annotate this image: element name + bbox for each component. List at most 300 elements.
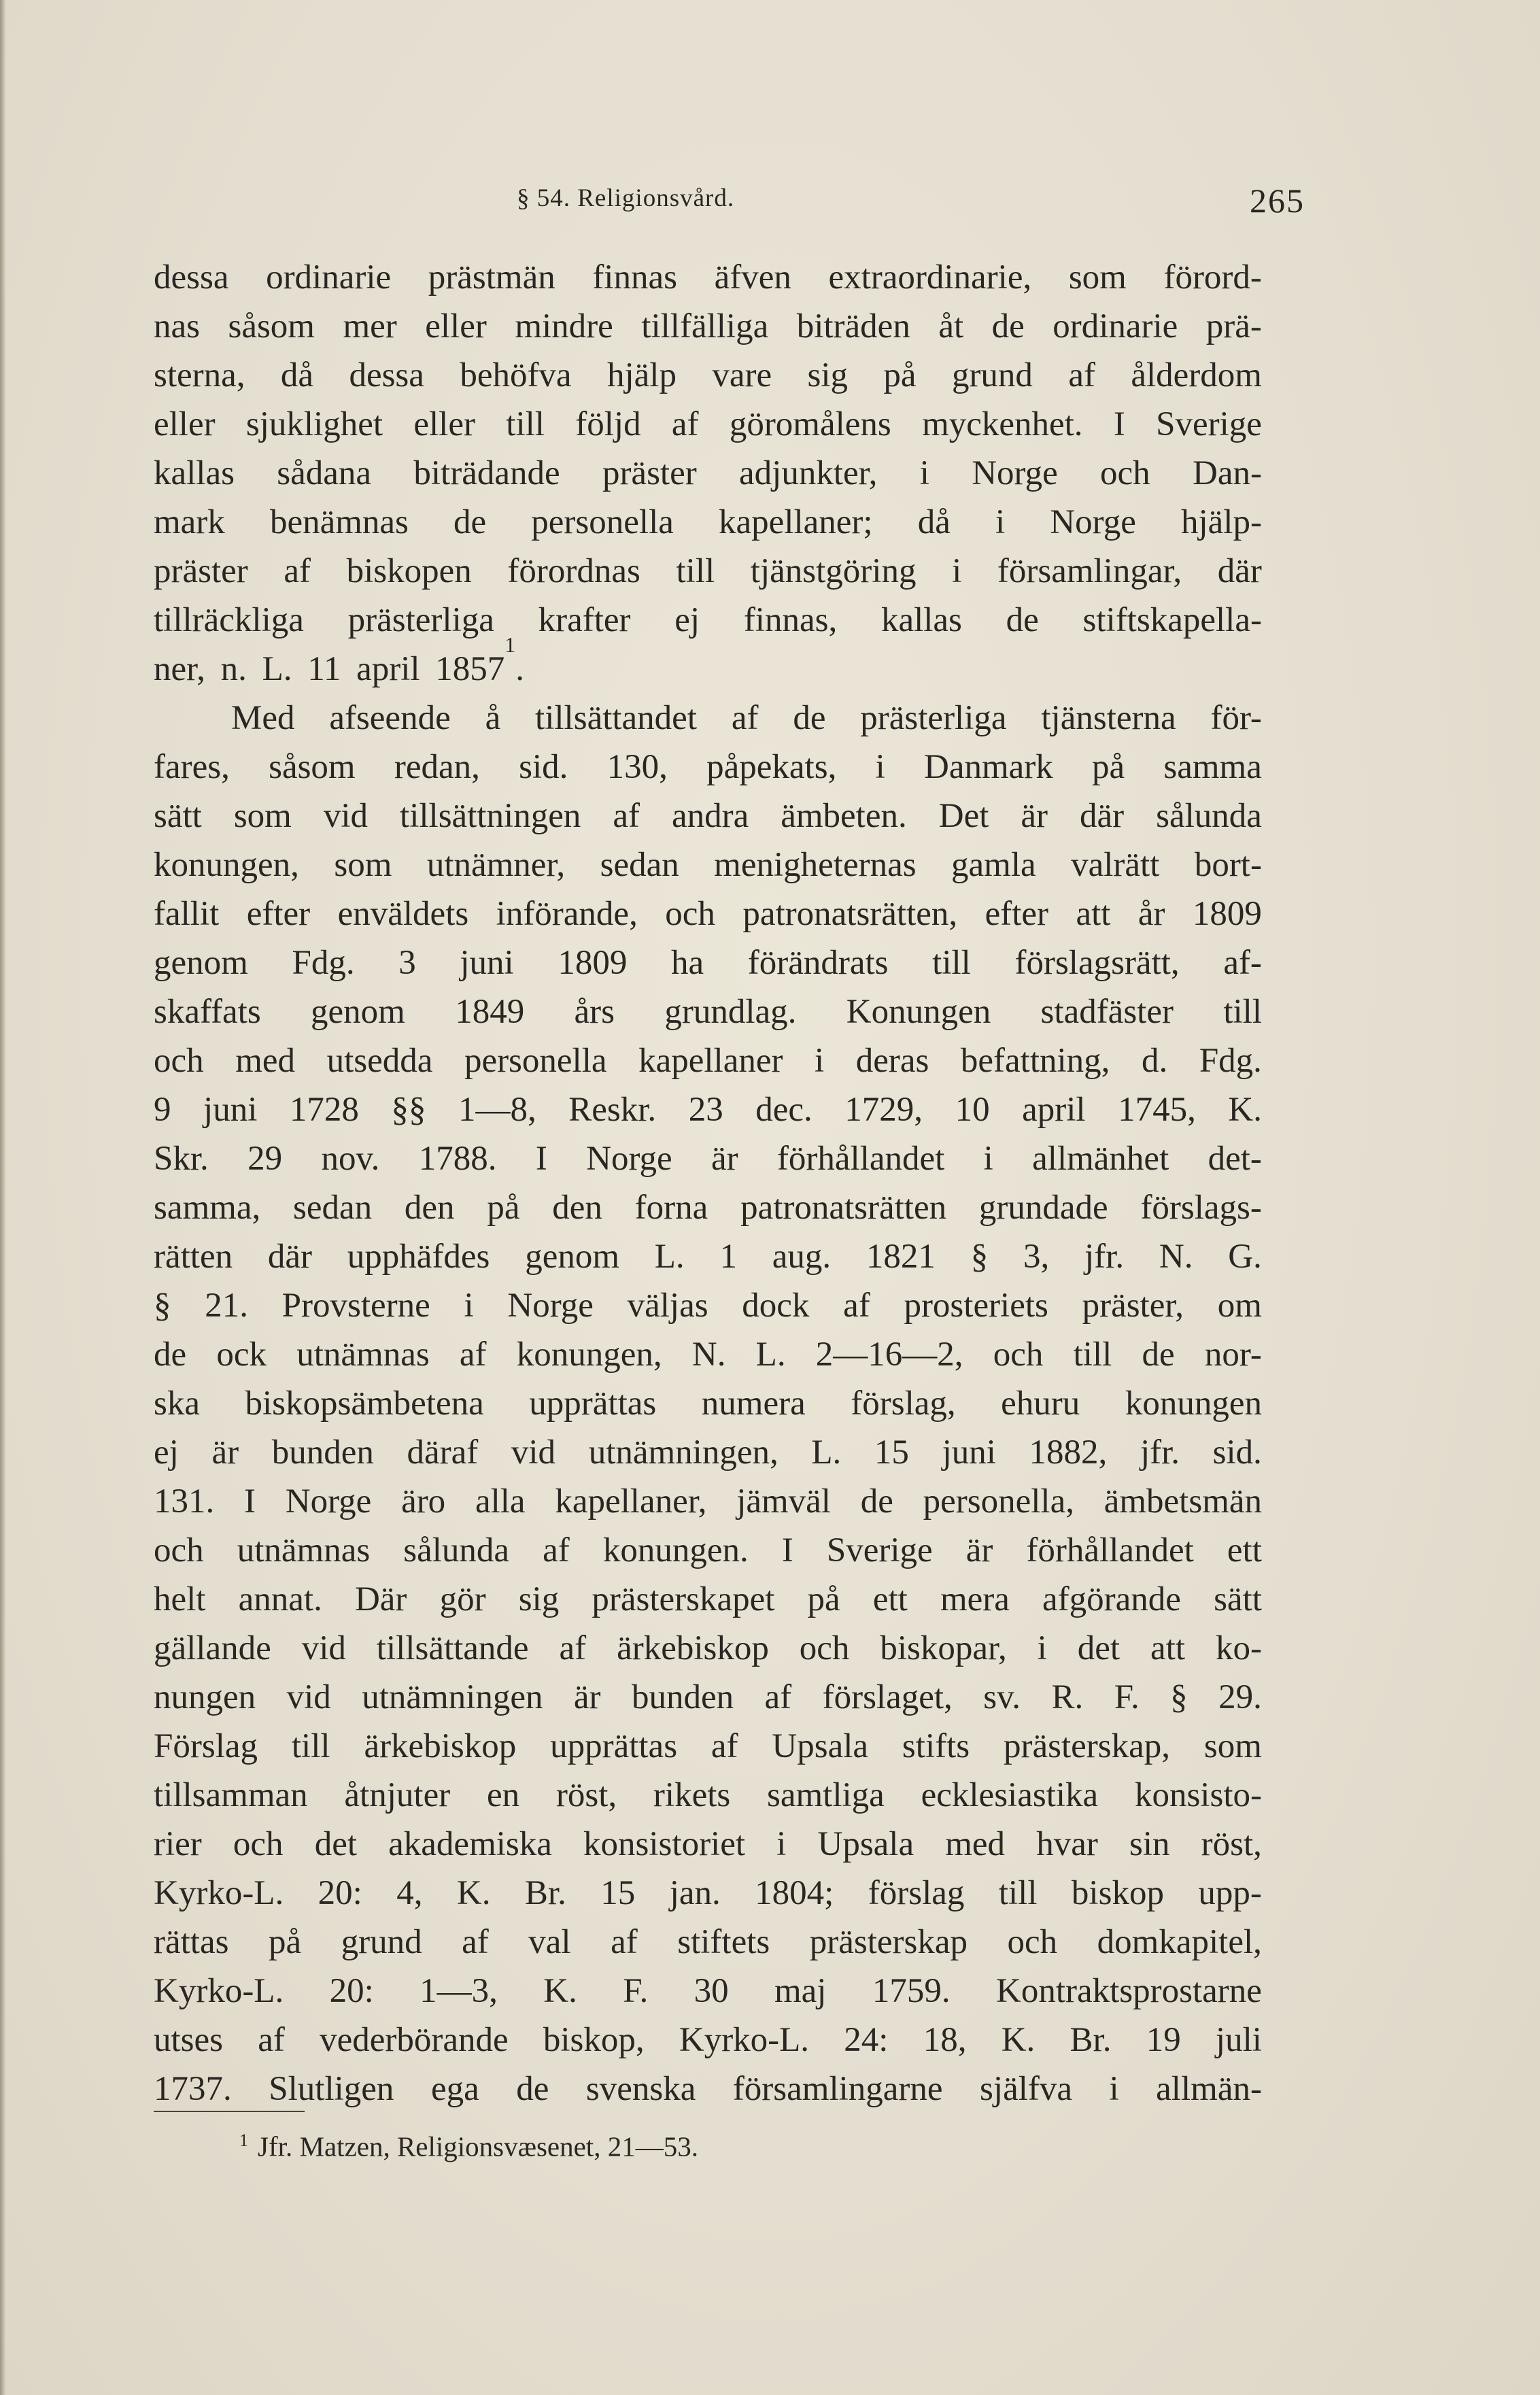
word: alla xyxy=(475,1482,526,1521)
word: skaffats xyxy=(154,993,261,1031)
word: konungen, xyxy=(154,846,299,884)
word: forna xyxy=(634,1189,708,1227)
word: af xyxy=(711,1727,738,1765)
word: tillsamman xyxy=(154,1776,308,1814)
word: Slutligen xyxy=(269,2070,394,2108)
word: sålunda xyxy=(403,1531,510,1569)
text-line xyxy=(154,1134,1262,1183)
word: förhållandet xyxy=(1026,1531,1194,1569)
word: 15 xyxy=(600,1874,636,1912)
word: eller xyxy=(413,405,475,443)
word: de xyxy=(1006,601,1039,639)
word: åtnjuter xyxy=(344,1776,451,1814)
word: å xyxy=(485,699,501,737)
word: rättas xyxy=(154,1923,229,1961)
word: hjälp xyxy=(606,356,677,394)
footnote-marker: 1 xyxy=(239,2130,248,2150)
word: val xyxy=(528,1923,571,1961)
word: Det xyxy=(938,797,989,835)
word: 2—16—2, xyxy=(815,1336,963,1374)
word: sig xyxy=(807,356,849,394)
word: prästerliga xyxy=(860,699,1007,737)
word: de xyxy=(991,307,1025,345)
word: samtliga xyxy=(767,1776,885,1814)
word: gamla xyxy=(951,846,1036,884)
word: jfr. xyxy=(1140,1433,1180,1472)
word: mera xyxy=(940,1580,1010,1618)
section-heading: § 54. Religionsvård. xyxy=(517,184,735,212)
text-line xyxy=(154,1624,1262,1673)
word: Kyrko-L. xyxy=(154,1972,284,2010)
word: I xyxy=(535,1140,547,1178)
word: mer xyxy=(343,307,397,345)
word: Med xyxy=(231,699,295,737)
word: 29 xyxy=(247,1140,283,1178)
word: Fdg. xyxy=(1199,1042,1262,1080)
word: Upsala xyxy=(772,1727,869,1765)
word: juni xyxy=(460,944,514,982)
word: grund xyxy=(341,1923,422,1961)
word: sedan xyxy=(293,1189,373,1227)
word: juni xyxy=(203,1091,258,1129)
text-line xyxy=(154,1918,1262,1967)
word: efter xyxy=(985,895,1048,933)
word: biskopen xyxy=(346,552,472,590)
text-line xyxy=(154,1085,1262,1134)
word: ko- xyxy=(1215,1629,1262,1667)
word: en xyxy=(486,1776,520,1814)
word: jfr. xyxy=(1084,1238,1125,1276)
word: 10 xyxy=(955,1091,990,1129)
word: upprättas xyxy=(550,1727,678,1765)
word: biträden xyxy=(796,307,910,345)
word: där xyxy=(267,1238,313,1276)
word: Norge xyxy=(972,454,1058,492)
word: ett xyxy=(1227,1531,1262,1569)
word: Upsala xyxy=(817,1825,914,1863)
word: eller xyxy=(154,405,216,443)
word: utnämner, xyxy=(426,846,566,884)
word: och xyxy=(799,1629,850,1667)
word: rikets xyxy=(653,1776,731,1814)
word: svenska xyxy=(585,2070,696,2108)
word: 1—3, xyxy=(420,1972,498,2010)
word: I xyxy=(781,1531,793,1569)
word: rätten xyxy=(154,1238,233,1276)
word: 1 xyxy=(719,1238,737,1276)
word: sålunda xyxy=(1156,797,1262,835)
word: i xyxy=(875,748,885,786)
word: utnämnas xyxy=(237,1531,371,1569)
word: förändrats xyxy=(747,944,889,982)
word: utses xyxy=(154,2021,223,2059)
word: 29. xyxy=(1218,1678,1262,1716)
text-line xyxy=(154,1526,1262,1575)
word: 1788. xyxy=(418,1140,497,1178)
word: af xyxy=(611,1923,638,1961)
text-line xyxy=(154,792,1262,840)
word: fares, xyxy=(154,748,230,786)
text-line xyxy=(154,1575,1262,1624)
text-line xyxy=(154,1673,1262,1722)
word: L. xyxy=(654,1238,685,1276)
word: I xyxy=(244,1482,256,1521)
word: tillfälliga xyxy=(641,307,769,345)
word: Dan- xyxy=(1193,454,1262,492)
word: 1729, xyxy=(844,1091,923,1129)
word: och xyxy=(1007,1923,1058,1961)
word: sid. xyxy=(519,748,568,786)
word: 1809 xyxy=(558,944,628,982)
word: och xyxy=(665,895,715,933)
word: 3 xyxy=(398,944,416,982)
word: Kontraktsprostarne xyxy=(995,1972,1262,2010)
word: förslaget, xyxy=(822,1678,953,1716)
word: K. xyxy=(1001,2021,1036,2059)
text-line xyxy=(154,2065,1262,2113)
word: R. xyxy=(1051,1678,1084,1716)
text-line xyxy=(154,1820,1262,1869)
word: Kyrko-L. xyxy=(154,1874,284,1912)
word: kapellaner xyxy=(638,1042,783,1080)
word: ska xyxy=(154,1385,200,1423)
word: tillräckliga xyxy=(154,601,304,639)
word: som xyxy=(1203,1727,1262,1765)
word: däraf xyxy=(407,1433,479,1472)
word: 1—8, xyxy=(458,1091,536,1129)
word: äfven xyxy=(714,258,791,296)
word: L. xyxy=(811,1433,842,1472)
word: 1804; xyxy=(755,1874,834,1912)
word: Skr. xyxy=(154,1140,209,1178)
word: N. xyxy=(1159,1238,1193,1276)
word: 9 xyxy=(154,1091,171,1129)
word: Danmark xyxy=(924,748,1053,786)
word: kallas xyxy=(880,601,962,639)
word: biskopsämbetena xyxy=(245,1385,484,1423)
word: personella xyxy=(464,1042,607,1080)
word: tillsättandet xyxy=(535,699,697,737)
text-line xyxy=(154,596,1262,645)
word: påpekats, xyxy=(706,748,837,786)
word: kapellaner; xyxy=(719,503,873,541)
word: personella xyxy=(531,503,674,541)
word: och xyxy=(154,1531,204,1569)
text-line xyxy=(154,938,1262,987)
text-line xyxy=(154,840,1262,889)
word: att xyxy=(1150,1629,1186,1667)
word: upp- xyxy=(1198,1874,1262,1912)
word: 131. xyxy=(154,1482,215,1521)
word: Reskr. xyxy=(568,1091,657,1129)
word: det- xyxy=(1208,1140,1262,1178)
word: sv. xyxy=(983,1678,1021,1716)
body-text xyxy=(154,253,1262,2113)
page-number: 265 xyxy=(1250,182,1305,220)
word: konungen, xyxy=(516,1336,662,1374)
word: hvar xyxy=(1036,1825,1098,1863)
word: ehuru xyxy=(1001,1385,1080,1423)
word: samma, xyxy=(154,1189,261,1227)
word: F. xyxy=(623,1972,649,2010)
word: vid xyxy=(301,1629,346,1667)
word: 19 xyxy=(1146,2021,1181,2059)
word: afgörande xyxy=(1042,1580,1181,1618)
word: genom xyxy=(525,1238,619,1276)
word: 18, xyxy=(923,2021,967,2059)
word: 23 xyxy=(688,1091,723,1129)
word: de xyxy=(1142,1336,1175,1374)
word: grundade xyxy=(978,1189,1108,1227)
word: på xyxy=(1092,748,1125,786)
word: röst, xyxy=(1201,1825,1262,1863)
word: konsistoriet xyxy=(583,1825,746,1863)
word: och xyxy=(233,1825,284,1863)
word: afseende xyxy=(329,699,451,737)
text-line xyxy=(154,1771,1262,1820)
word: sterna, xyxy=(154,356,245,394)
word: där xyxy=(1217,552,1262,590)
word: ordinarie xyxy=(266,258,392,296)
word: den xyxy=(404,1189,455,1227)
word: 1882, xyxy=(1029,1433,1108,1472)
word: stifts xyxy=(902,1727,970,1765)
word: åt xyxy=(938,307,964,345)
word: grundlag. xyxy=(664,993,797,1031)
footnote-rule xyxy=(154,2111,305,2112)
word: Kyrko-L. xyxy=(679,2021,810,2059)
text-line xyxy=(154,498,1262,547)
word: allmänhet xyxy=(1032,1140,1169,1178)
word: benämnas xyxy=(269,503,409,541)
word: väljas xyxy=(627,1287,708,1325)
word: 3, xyxy=(1023,1238,1050,1276)
word: till xyxy=(998,1874,1038,1912)
word: valrätt xyxy=(1071,846,1160,884)
text-line-paragraph-end xyxy=(154,632,1262,694)
word: utnämningen xyxy=(362,1678,543,1716)
word: vid xyxy=(511,1433,556,1472)
word: de xyxy=(454,503,487,541)
word: sig xyxy=(518,1580,560,1618)
word: myckenhet. xyxy=(922,405,1083,443)
word: befattning, xyxy=(960,1042,1110,1080)
word: stiftskapella- xyxy=(1082,601,1262,639)
word: tillsättningen xyxy=(400,797,581,835)
text-line xyxy=(154,1036,1262,1085)
word: i xyxy=(815,1042,825,1080)
word: dessa xyxy=(349,356,424,394)
word: stiftets xyxy=(677,1923,770,1961)
text-line-content: ner, n. L. 11 april 1857 xyxy=(154,650,505,688)
word: sätt xyxy=(154,797,202,835)
word: 1737. xyxy=(154,2070,232,2108)
word: prästerskapet xyxy=(592,1580,775,1618)
word: 20: xyxy=(318,1874,362,1912)
text-line xyxy=(154,1477,1262,1526)
word: nov. xyxy=(321,1140,380,1178)
word: Där xyxy=(354,1580,407,1618)
word: i xyxy=(952,552,962,590)
word: 1745, xyxy=(1118,1091,1196,1129)
text-line xyxy=(154,2016,1262,2065)
word: till xyxy=(291,1727,330,1765)
word: jan. xyxy=(669,1874,721,1912)
word: april xyxy=(1022,1091,1086,1129)
text-line xyxy=(154,1330,1262,1379)
word: på xyxy=(883,356,917,394)
word: för- xyxy=(1210,699,1262,737)
word: är xyxy=(573,1678,601,1716)
word: konungen xyxy=(1125,1385,1262,1423)
word: är xyxy=(965,1531,993,1569)
word: efter xyxy=(246,895,311,933)
text-line xyxy=(154,987,1262,1036)
word: jämväl xyxy=(736,1482,831,1521)
text-line xyxy=(154,743,1262,792)
word: Norge xyxy=(586,1140,672,1178)
word: ärkebiskop xyxy=(364,1727,517,1765)
word: i xyxy=(995,503,1006,541)
word: biskopar, xyxy=(880,1629,1007,1667)
word: af xyxy=(731,699,759,737)
word: aug. xyxy=(772,1238,832,1276)
text-line xyxy=(154,1232,1262,1281)
word: följd xyxy=(575,405,641,443)
word: präster xyxy=(602,454,697,492)
word: 15 xyxy=(874,1433,909,1472)
word: ärkebiskop xyxy=(617,1629,769,1667)
word: 1759. xyxy=(872,1972,951,2010)
word: Provsterne xyxy=(281,1287,430,1325)
word: sin xyxy=(1129,1825,1170,1863)
word: numera xyxy=(701,1385,806,1423)
word: prästerskap xyxy=(809,1923,968,1961)
word: adjunkter, xyxy=(739,454,878,492)
word: utnämnas xyxy=(296,1336,430,1374)
word: 24: xyxy=(844,2021,889,2059)
word: där xyxy=(1080,797,1125,835)
page-left-edge xyxy=(0,0,5,2395)
word: till xyxy=(506,405,545,443)
word: prä- xyxy=(1205,307,1262,345)
word: församlingar, xyxy=(997,552,1182,590)
text-line xyxy=(154,1281,1262,1330)
word: Br. xyxy=(1070,2021,1112,2059)
word: akademiska xyxy=(388,1825,552,1863)
word: såsom xyxy=(228,307,315,345)
word: 30 xyxy=(694,1972,729,2010)
word: K. xyxy=(543,1972,577,2010)
word: grund xyxy=(951,356,1033,394)
word: tillsättande xyxy=(376,1629,529,1667)
word: nas xyxy=(154,307,200,345)
word: i xyxy=(1037,1629,1047,1667)
word: af xyxy=(613,797,640,835)
word: års xyxy=(574,993,615,1031)
word: att xyxy=(1076,895,1111,933)
word: 1821 xyxy=(866,1238,936,1276)
word: de xyxy=(154,1336,187,1374)
word: af xyxy=(284,552,311,590)
word: det xyxy=(314,1825,358,1863)
word: N. xyxy=(691,1336,726,1374)
word: kallas xyxy=(154,454,235,492)
word: införande, xyxy=(496,895,638,933)
word: gör xyxy=(439,1580,486,1618)
word: sådana xyxy=(277,454,372,492)
word: som xyxy=(233,797,292,835)
word: 1809 xyxy=(1192,895,1262,933)
word: helt xyxy=(154,1580,206,1618)
word: det xyxy=(1077,1629,1120,1667)
word: § xyxy=(1170,1678,1188,1716)
word: tjänstgöring xyxy=(750,552,917,590)
word: deras xyxy=(855,1042,929,1080)
text-line xyxy=(154,1869,1262,1918)
word: med xyxy=(235,1042,296,1080)
word: ock xyxy=(216,1336,267,1374)
period: . xyxy=(515,650,525,688)
word: dock xyxy=(742,1287,810,1325)
word: förord- xyxy=(1163,258,1262,296)
word: F. xyxy=(1114,1678,1140,1716)
text-line xyxy=(154,1722,1262,1771)
word: annat. xyxy=(238,1580,322,1618)
word: Sverige xyxy=(1156,405,1262,443)
text-line xyxy=(154,449,1262,498)
word: dessa xyxy=(154,258,229,296)
word: Konungen xyxy=(846,993,991,1031)
word: upphäfdes xyxy=(347,1238,490,1276)
word: prosteriets xyxy=(904,1287,1048,1325)
footnote xyxy=(239,2120,698,2167)
word: utsedda xyxy=(326,1042,433,1080)
text-line xyxy=(154,253,1262,302)
word: 1849 xyxy=(455,993,525,1031)
word: 20: xyxy=(329,1972,374,2010)
word: Norge xyxy=(1050,503,1136,541)
word: mark xyxy=(154,503,225,541)
word: till xyxy=(1073,1336,1112,1374)
word: vederbörande xyxy=(320,2021,509,2059)
word: L. xyxy=(755,1336,786,1374)
word: bort- xyxy=(1194,846,1262,884)
word: stadfäster xyxy=(1040,993,1174,1031)
word: K. xyxy=(456,1874,491,1912)
word: till xyxy=(1223,993,1262,1031)
text-line xyxy=(154,547,1262,596)
word: i xyxy=(1109,2070,1119,2108)
word: förslag, xyxy=(851,1385,956,1423)
word: 130, xyxy=(606,748,668,786)
word: eller xyxy=(425,307,487,345)
word: af xyxy=(543,1531,570,1569)
word: ämbeten. xyxy=(781,797,907,835)
word: sid. xyxy=(1212,1433,1262,1472)
word: K. xyxy=(1228,1091,1262,1129)
word: präster xyxy=(154,552,248,590)
word: Br. xyxy=(524,1874,566,1912)
word: 21. xyxy=(205,1287,248,1325)
word: som xyxy=(334,846,392,884)
word: Norge xyxy=(507,1287,594,1325)
word: af xyxy=(462,1923,489,1961)
word: sätt xyxy=(1214,1580,1262,1618)
word: till xyxy=(676,552,715,590)
word: är xyxy=(1021,797,1048,835)
word: kapellaner, xyxy=(555,1482,707,1521)
